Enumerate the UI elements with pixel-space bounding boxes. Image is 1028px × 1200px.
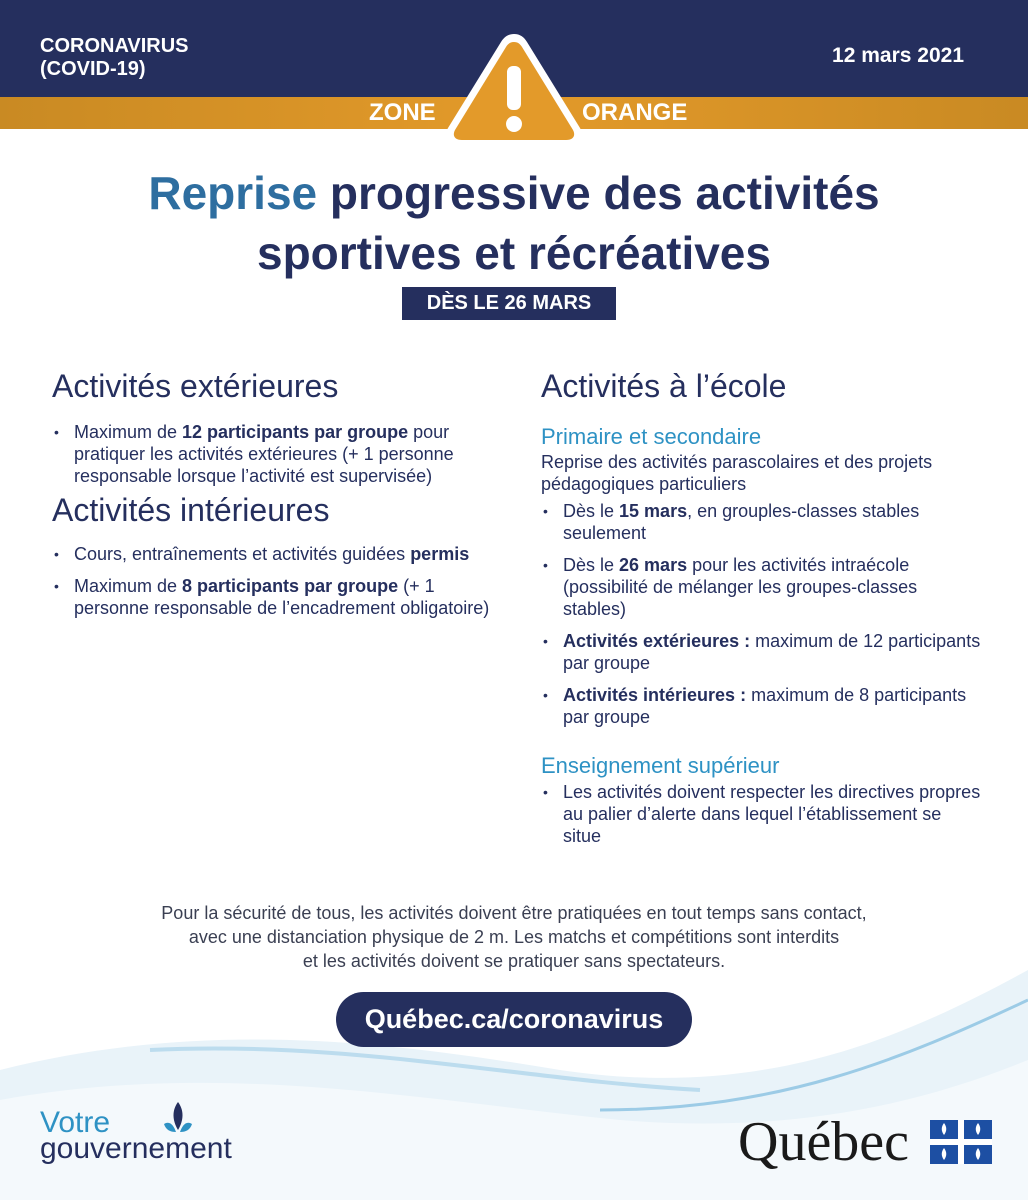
text-bold: Activités extérieures : <box>563 631 751 651</box>
safety-note <box>0 901 1028 973</box>
text: Dès le <box>563 501 620 521</box>
text-bold: permis <box>410 544 470 564</box>
title-line-2: sportives et récréatives <box>257 227 771 279</box>
list-item <box>52 421 492 487</box>
text: pour les activités intraécole (possibilité de mélanger les groupes-classes stables) <box>563 555 918 619</box>
text: Dès le <box>563 555 620 575</box>
title-accent: Reprise <box>148 167 318 219</box>
school-list <box>541 500 981 738</box>
header-date: 12 mars 2021 <box>832 44 964 67</box>
text: Les activités doivent respecter les directives propres au palier d’alerte dans lequel l’établissement se situe <box>563 782 981 846</box>
higher-education-subheading: Enseignement supérieur <box>541 753 780 778</box>
fleur-de-lis-icon <box>160 1100 196 1140</box>
zone-label-left: ZONE <box>369 99 436 126</box>
quebec-flag-icon <box>930 1120 992 1164</box>
title-line-1 <box>0 163 1028 223</box>
text-bold: 8 participants par groupe <box>182 576 399 596</box>
covid-line-1: CORONAVIRUS <box>40 35 189 57</box>
list-item <box>541 630 981 674</box>
quebec-logo-text: Québec <box>738 1111 910 1173</box>
list-item <box>541 781 981 847</box>
indoor-list <box>52 543 492 629</box>
text-bold: Activités intérieures : <box>563 685 747 705</box>
text: Maximum de <box>74 576 183 596</box>
list-item <box>541 500 981 544</box>
text: maximum de 12 participants par groupe <box>563 631 981 673</box>
text: Maximum de <box>74 422 183 442</box>
text: Cours, entraînements et activités guidées <box>74 544 411 564</box>
school-intro: Reprise des activités parascolaires et des projets pédagogiques particuliers <box>541 452 933 494</box>
title-line-1-rest: progressive des activités <box>317 167 880 219</box>
list-item <box>52 543 492 565</box>
text-bold: 12 participants par groupe <box>182 422 409 442</box>
outdoor-list <box>52 421 492 497</box>
primary-secondary-subheading: Primaire et secondaire <box>541 424 762 449</box>
covid-label <box>40 35 189 81</box>
votre-label: Votre <box>40 1106 111 1139</box>
safety-note-line: et les activités doivent se pratiquer sans spectateurs. <box>302 951 726 971</box>
list-item <box>52 575 492 619</box>
list-item <box>541 554 981 620</box>
text: (+ 1 personne responsable de l’encadrement obligatoire) <box>74 576 490 618</box>
safety-note-line: avec une distanciation physique de 2 m. Les matchs et compétitions sont interdits <box>188 927 840 947</box>
list-item <box>541 684 981 728</box>
text: maximum de 8 participants par groupe <box>563 685 967 727</box>
website-link[interactable]: Québec.ca/coronavirus <box>336 992 692 1047</box>
text: pour pratiquer les activités extérieures (+ 1 personne responsable lorsque l’activité est supervisée) <box>74 422 454 486</box>
date-badge: DÈS LE 26 MARS <box>402 287 616 320</box>
warning-icon <box>440 28 588 148</box>
outdoor-heading: Activités extérieures <box>52 368 339 404</box>
safety-note-line: Pour la sécurité de tous, les activités doivent être pratiquées en tout temps sans contact, <box>161 903 867 923</box>
text-bold: 15 mars <box>619 501 688 521</box>
covid-line-2: (COVID-19) <box>40 58 146 80</box>
text-bold: 26 mars <box>619 555 688 575</box>
page-title <box>0 163 1028 283</box>
indoor-heading: Activités intérieures <box>52 492 330 528</box>
gouvernement-label: gouvernement <box>40 1132 232 1165</box>
zone-label-right: ORANGE <box>582 99 688 126</box>
school-heading: Activités à l’école <box>541 368 787 404</box>
higher-education-list <box>541 781 981 857</box>
text: , en grouples-classes stables seulement <box>563 501 920 543</box>
